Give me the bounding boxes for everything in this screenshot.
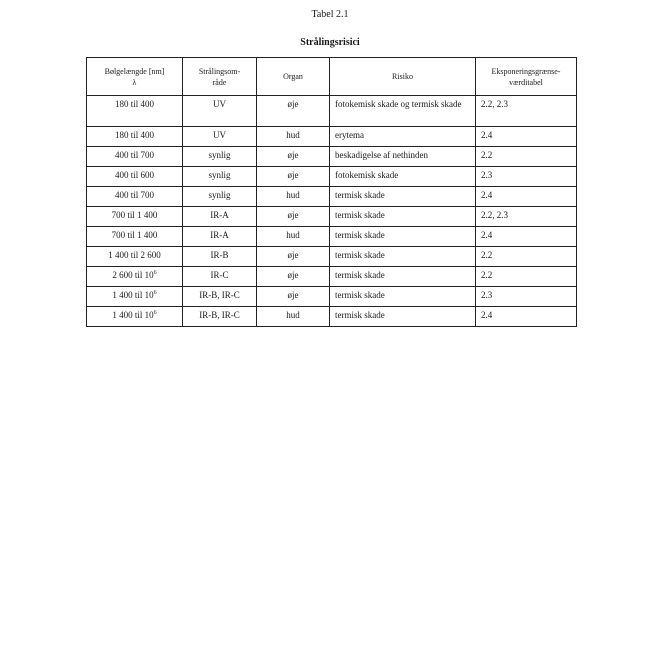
cell-risk: termisk skade — [330, 207, 476, 227]
table-row — [87, 147, 577, 167]
cell-organ: øje — [257, 267, 330, 287]
cell-region: synlig — [183, 187, 257, 207]
cell-region: synlig — [183, 147, 257, 167]
cell-organ: øje — [257, 207, 330, 227]
cell-risk: termisk skade — [330, 227, 476, 247]
cell-wavelength: 700 til 1 400 — [87, 207, 183, 227]
cell-wavelength: 180 til 400 — [87, 127, 183, 147]
table-body — [87, 96, 577, 327]
cell-risk: erytema — [330, 127, 476, 147]
header-region: Strålingsom- råde — [183, 58, 257, 96]
cell-region: IR-C — [183, 267, 257, 287]
cell-exposure: 2.3 — [476, 287, 577, 307]
cell-risk: fotokemisk skade og termisk skade — [330, 96, 476, 127]
cell-organ: hud — [257, 127, 330, 147]
header-organ: Organ — [257, 58, 330, 96]
cell-wavelength: 2 600 til $10^6$ — [87, 267, 183, 287]
cell-region: IR-A — [183, 227, 257, 247]
cell-region: synlig — [183, 167, 257, 187]
wavelength-exponent: 6 — [153, 290, 157, 296]
cell-organ: øje — [257, 247, 330, 267]
wavelength-exponent: 6 — [153, 270, 157, 276]
header-risk: Risiko — [330, 58, 476, 96]
wavelength-exponent: 6 — [153, 310, 157, 316]
cell-region: IR-A — [183, 207, 257, 227]
cell-exposure: 2.3 — [476, 167, 577, 187]
table-row — [87, 127, 577, 147]
cell-risk: termisk skade — [330, 267, 476, 287]
cell-region: UV — [183, 96, 257, 127]
cell-wavelength: 700 til 1 400 — [87, 227, 183, 247]
cell-wavelength: 400 til 600 — [87, 167, 183, 187]
cell-organ: øje — [257, 287, 330, 307]
cell-wavelength: 400 til 700 — [87, 147, 183, 167]
table-caption: Tabel 2.1 — [311, 9, 349, 20]
cell-organ: hud — [257, 187, 330, 207]
cell-risk: termisk skade — [330, 187, 476, 207]
cell-exposure: 2.2 — [476, 267, 577, 287]
cell-exposure: 2.4 — [476, 127, 577, 147]
table-row — [87, 207, 577, 227]
table-row — [87, 287, 577, 307]
table-row — [87, 307, 577, 327]
cell-organ: hud — [257, 227, 330, 247]
cell-wavelength: 180 til 400 — [87, 96, 183, 127]
cell-region: IR-B — [183, 247, 257, 267]
cell-wavelength: 1 400 til 2 600 — [87, 247, 183, 267]
cell-region: IR-B, IR-C — [183, 307, 257, 327]
table-header-row — [87, 58, 577, 96]
radiation-risk-table — [86, 57, 577, 327]
cell-wavelength: 1 400 til $10^6$ — [87, 307, 183, 327]
cell-exposure: 2.2 — [476, 147, 577, 167]
cell-risk: beskadigelse af nethinden — [330, 147, 476, 167]
cell-exposure: 2.2, 2.3 — [476, 207, 577, 227]
cell-exposure: 2.4 — [476, 227, 577, 247]
table-row — [87, 267, 577, 287]
table-row — [87, 227, 577, 247]
table-row — [87, 247, 577, 267]
cell-organ: øje — [257, 96, 330, 127]
cell-organ: øje — [257, 167, 330, 187]
table-row — [87, 187, 577, 207]
header-exposure: Eksponeringsgrænse- værditabel — [476, 58, 577, 96]
table-title: Strålingsrisici — [300, 37, 360, 48]
cell-exposure: 2.4 — [476, 187, 577, 207]
cell-organ: hud — [257, 307, 330, 327]
cell-exposure: 2.2 — [476, 247, 577, 267]
cell-risk: fotokemisk skade — [330, 167, 476, 187]
cell-risk: termisk skade — [330, 287, 476, 307]
table-row — [87, 167, 577, 187]
header-wavelength: Bølgelængde [nm] λ — [87, 58, 183, 96]
cell-risk: termisk skade — [330, 247, 476, 267]
cell-organ: øje — [257, 147, 330, 167]
cell-exposure: 2.2, 2.3 — [476, 96, 577, 127]
cell-region: IR-B, IR-C — [183, 287, 257, 307]
cell-wavelength: 400 til 700 — [87, 187, 183, 207]
cell-wavelength: 1 400 til $10^6$ — [87, 287, 183, 307]
cell-exposure: 2.4 — [476, 307, 577, 327]
cell-risk: termisk skade — [330, 307, 476, 327]
cell-region: UV — [183, 127, 257, 147]
table-row — [87, 96, 577, 127]
